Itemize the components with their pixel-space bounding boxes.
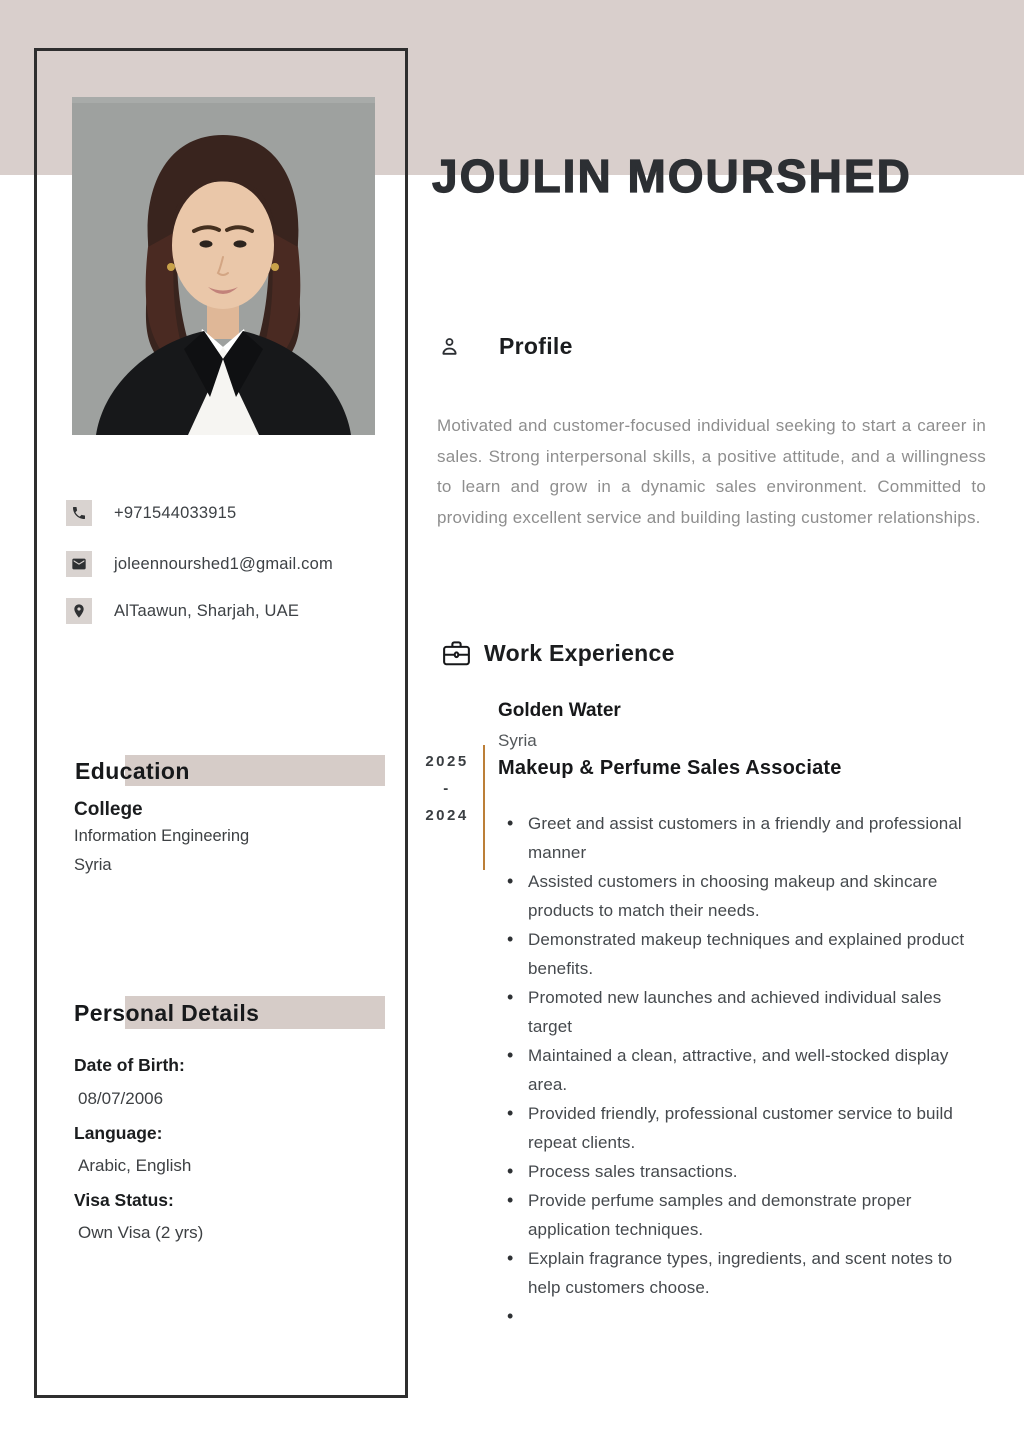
job-duty-item: • Greet and assist customers in a friendly and professional manner — [507, 809, 977, 867]
profile-summary: Motivated and customer-focused individual seeking to start a career in sales. Strong interpersonal skills, a positive attitude, and a willingness to learn and grow in a dynamic sales environment. Committed to providing excellent service and building lasting customer relationships. — [437, 416, 986, 527]
dob-value: 08/07/2006 — [78, 1089, 164, 1108]
person-icon — [438, 335, 461, 358]
phone-icon — [66, 500, 92, 526]
profile-photo — [72, 97, 375, 435]
contact-location-row — [66, 598, 299, 624]
contact-phone-row — [66, 500, 236, 526]
job-duty-item: • Explain fragrance types, ingredients, and scent notes to help customers choose. — [507, 1244, 977, 1302]
job-duty-item: • Maintained a clean, attractive, and well-stocked display area. — [507, 1041, 977, 1099]
job-duty-item: • Provide perfume samples and demonstrate proper application techniques. — [507, 1186, 977, 1244]
job-date-separator: - — [443, 780, 451, 797]
job-duty-item: • Demonstrated makeup techniques and explained product benefits. — [507, 925, 977, 983]
briefcase-icon — [440, 637, 473, 670]
education-field: Information Engineering — [74, 827, 250, 845]
profile-section-header — [438, 333, 573, 360]
location-text: AlTaawun, Sharjah, UAE — [114, 601, 300, 620]
language-value: Arabic, English — [78, 1156, 192, 1175]
job-title: Makeup & Perfume Sales Associate — [498, 757, 842, 779]
work-section-title: Work Experience — [484, 640, 675, 666]
job-duty-item: • Promoted new launches and achieved individual sales target — [507, 983, 977, 1041]
job-date-start: 2025 — [425, 753, 469, 770]
work-section-header — [440, 637, 675, 670]
job-duty-item: • Assisted customers in choosing makeup and skincare products to match their needs. — [507, 867, 977, 925]
language-label: Language: — [74, 1123, 163, 1143]
company-name: Golden Water — [498, 700, 621, 721]
contact-email-row — [66, 551, 333, 577]
email-icon — [66, 551, 92, 577]
visa-status-label: Visa Status: — [74, 1190, 174, 1210]
education-location: Syria — [74, 856, 112, 874]
company-location: Syria — [498, 731, 537, 750]
job-duties-list — [507, 809, 977, 1331]
email-address: joleennourshed1@gmail.com — [114, 554, 333, 573]
person-name: JOULIN MOURSHED — [432, 150, 912, 202]
timeline-accent-line — [483, 745, 485, 870]
job-duty-item: • Process sales transactions. — [507, 1157, 977, 1186]
education-section-title: Education — [75, 758, 190, 784]
job-date-end: 2024 — [425, 807, 469, 824]
education-degree: College — [74, 799, 143, 820]
location-icon — [66, 598, 92, 624]
personal-details-section-title: Personal Details — [74, 1000, 260, 1026]
job-date-range — [420, 748, 474, 829]
visa-status-value: Own Visa (2 yrs) — [78, 1223, 204, 1242]
phone-number: +971544033915 — [114, 503, 237, 522]
profile-section-title: Profile — [499, 333, 573, 359]
job-duty-item-empty — [507, 1302, 977, 1331]
portrait-image — [72, 97, 375, 435]
dob-label: Date of Birth: — [74, 1055, 185, 1075]
job-duty-item: • Provided friendly, professional customer service to build repeat clients. — [507, 1099, 977, 1157]
